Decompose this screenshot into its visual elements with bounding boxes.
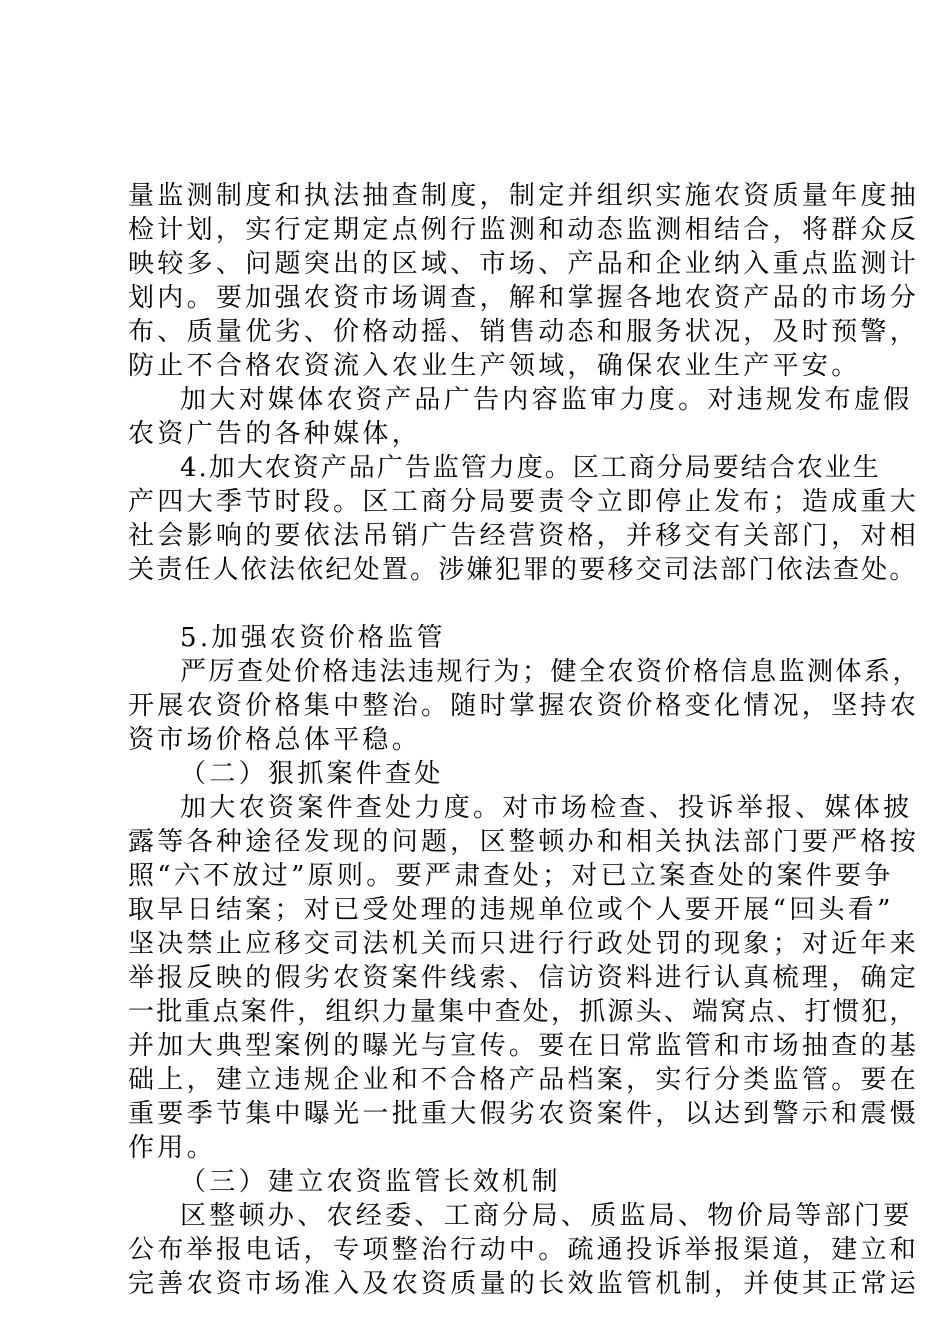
text-line: 坚决禁止应移交司法机关而只进行行政处罚的现象；对近年来 bbox=[128, 929, 920, 959]
text-line: 检计划，实行定期定点例行监测和动态监测相结合，将群众反 bbox=[128, 215, 920, 245]
text-line: 社会影响的要依法吊销广告经营资格，并移交有关部门，对相 bbox=[128, 521, 920, 551]
text-line: 防止不合格农资流入农业生产领域，确保农业生产平安。 bbox=[128, 351, 861, 381]
text-line: 公布举报电话，专项整治行动中。疏通投诉举报渠道，建立和 bbox=[128, 1235, 920, 1265]
text-line: 布、质量优劣、价格动摇、销售动态和服务状况，及时预警， bbox=[128, 317, 920, 347]
text-line: 产四大季节时段。区工商分局要责令立即停止发布；造成重大 bbox=[128, 487, 920, 517]
text-line: 完善农资市场准入及农资质量的长效监管机制，并使其正常运 bbox=[128, 1269, 920, 1299]
text-line: 一批重点案件，组织力量集中查处，抓源头、端窝点、打惯犯， bbox=[128, 997, 918, 1027]
text-line: 础上，建立违规企业和不合格产品档案，实行分类监管。要在 bbox=[128, 1065, 920, 1095]
paragraph-start: 加大对媒体农资产品广告内容监审力度。对违规发布虚假 bbox=[180, 385, 913, 415]
text-line: 量监测制度和执法抽查制度，制定并组织实施农资质量年度抽 bbox=[128, 181, 920, 211]
section-heading-2: （二）狠抓案件查处 bbox=[180, 759, 444, 789]
section-heading-5: 5.加强农资价格监管 bbox=[180, 623, 446, 653]
text-line: 开展农资价格集中整治。随时掌握农资价格变化情况，坚持农 bbox=[128, 691, 920, 721]
text-line: 取早日结案；对已受处理的违规单位或个人要开展“回头看” bbox=[128, 895, 894, 925]
paragraph-start: 区整顿办、农经委、工商分局、质监局、物价局等部门要 bbox=[180, 1201, 913, 1231]
text-line: 关责任人依法依纪处置。涉嫌犯罪的要移交司法部门依法查处。 bbox=[128, 555, 918, 585]
text-line: 照“六不放过”原则。要严肃查处；对已立案查处的案件要争 bbox=[128, 861, 894, 891]
paragraph-start: 加大农资案件查处力度。对市场检查、投诉举报、媒体披 bbox=[180, 793, 913, 823]
text-line: 映较多、问题突出的区域、市场、产品和企业纳入重点监测计 bbox=[128, 249, 920, 279]
text-line: 作用。 bbox=[128, 1133, 216, 1163]
text-line: 露等各种途径发现的问题，区整顿办和相关执法部门要严格按 bbox=[128, 827, 920, 857]
text-line: 资市场价格总体平稳。 bbox=[128, 725, 422, 755]
text-line: 农资广告的各种媒体， bbox=[128, 419, 422, 449]
text-line: 划内。要加强农资市场调查，解和掌握各地农资产品的市场分 bbox=[128, 283, 920, 313]
text-line: 重要季节集中曝光一批重大假劣农资案件，以达到警示和震慑 bbox=[128, 1099, 920, 1129]
section-heading-4: 4.加大农资产品广告监管力度。区工商分局要结合农业生 bbox=[180, 453, 881, 483]
text-line: 并加大典型案例的曝光与宣传。要在日常监管和市场抽查的基 bbox=[128, 1031, 920, 1061]
section-heading-3: （三）建立农资监管长效机制 bbox=[180, 1167, 561, 1197]
paragraph-start: 严厉查处价格违法违规行为；健全农资价格信息监测体系， bbox=[180, 657, 922, 687]
text-line: 举报反映的假劣农资案件线索、信访资料进行认真梳理，确定 bbox=[128, 963, 920, 993]
